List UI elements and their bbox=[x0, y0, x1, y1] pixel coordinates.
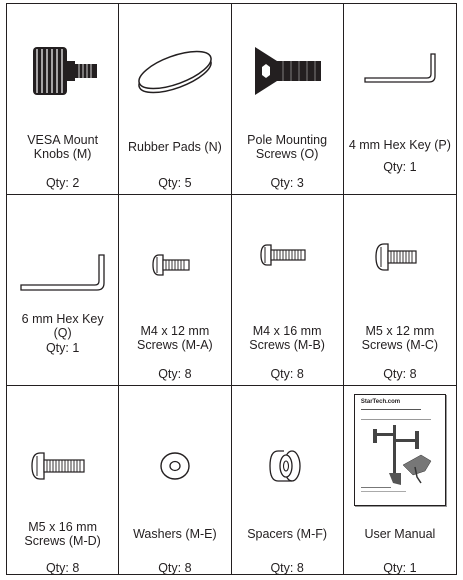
countersunk-screw-icon bbox=[247, 37, 327, 107]
part-cell-m4x12-screws bbox=[119, 195, 231, 386]
part-qty: Qty: 8 bbox=[383, 367, 417, 381]
part-name: Washers (M-E) bbox=[133, 527, 217, 541]
part-name: M4 x 16 mm Screws (M-B) bbox=[249, 324, 325, 352]
part-name: Spacers (M-F) bbox=[247, 527, 328, 541]
part-qty: Qty: 1 bbox=[45, 341, 80, 355]
part-qty: Qty: 8 bbox=[158, 367, 192, 381]
screw-icon bbox=[370, 235, 430, 279]
part-cell-vesa-knobs bbox=[7, 4, 119, 195]
part-name: Rubber Pads (N) bbox=[127, 140, 222, 154]
manual-brand: StarTech.com bbox=[360, 399, 401, 405]
part-name: User Manual bbox=[364, 527, 436, 541]
part-qty: Qty: 3 bbox=[270, 176, 304, 190]
part-cell-m5x16-screws bbox=[7, 386, 119, 574]
part-qty: Qty: 1 bbox=[383, 561, 417, 575]
part-name: M5 x 12 mm Screws (M-C) bbox=[361, 324, 439, 352]
knob-icon bbox=[23, 37, 103, 107]
part-cell-spacers bbox=[232, 386, 344, 574]
part-cell-washers bbox=[119, 386, 231, 574]
part-name: Pole Mounting Screws (O) bbox=[247, 133, 328, 161]
part-name: 6 mm Hex Key (Q) bbox=[21, 312, 104, 340]
part-cell-pole-screws bbox=[232, 4, 344, 195]
part-cell-4mm-hex-key bbox=[344, 4, 456, 195]
part-cell-m5x12-screws bbox=[344, 195, 456, 386]
hex-key-icon bbox=[15, 245, 111, 305]
part-name: 4 mm Hex Key (P) bbox=[348, 138, 451, 152]
part-qty: Qty: 8 bbox=[270, 367, 304, 381]
parts-grid bbox=[6, 3, 457, 575]
hex-key-icon bbox=[355, 42, 445, 102]
rubber-pad-icon bbox=[130, 42, 220, 102]
part-name: VESA Mount Knobs (M) bbox=[27, 133, 99, 161]
part-qty: Qty: 8 bbox=[45, 561, 80, 575]
screw-icon bbox=[145, 245, 205, 285]
part-qty: Qty: 1 bbox=[383, 160, 417, 174]
screw-icon bbox=[28, 444, 98, 488]
spacer-icon bbox=[262, 441, 312, 491]
washer-icon bbox=[150, 444, 200, 488]
part-qty: Qty: 5 bbox=[158, 176, 192, 190]
monitor-mount-illustration bbox=[355, 395, 445, 505]
user-manual-icon bbox=[354, 394, 446, 506]
part-cell-m4x16-screws bbox=[232, 195, 344, 386]
part-name: M4 x 12 mm Screws (M-A) bbox=[137, 324, 213, 352]
screw-icon bbox=[257, 235, 317, 275]
part-cell-user-manual bbox=[344, 386, 456, 574]
part-cell-rubber-pads bbox=[119, 4, 231, 195]
part-name: M5 x 16 mm Screws (M-D) bbox=[24, 520, 101, 548]
part-qty: Qty: 8 bbox=[158, 561, 192, 575]
part-cell-6mm-hex-key bbox=[7, 195, 119, 386]
part-qty: Qty: 8 bbox=[270, 561, 304, 575]
part-qty: Qty: 2 bbox=[45, 176, 80, 190]
